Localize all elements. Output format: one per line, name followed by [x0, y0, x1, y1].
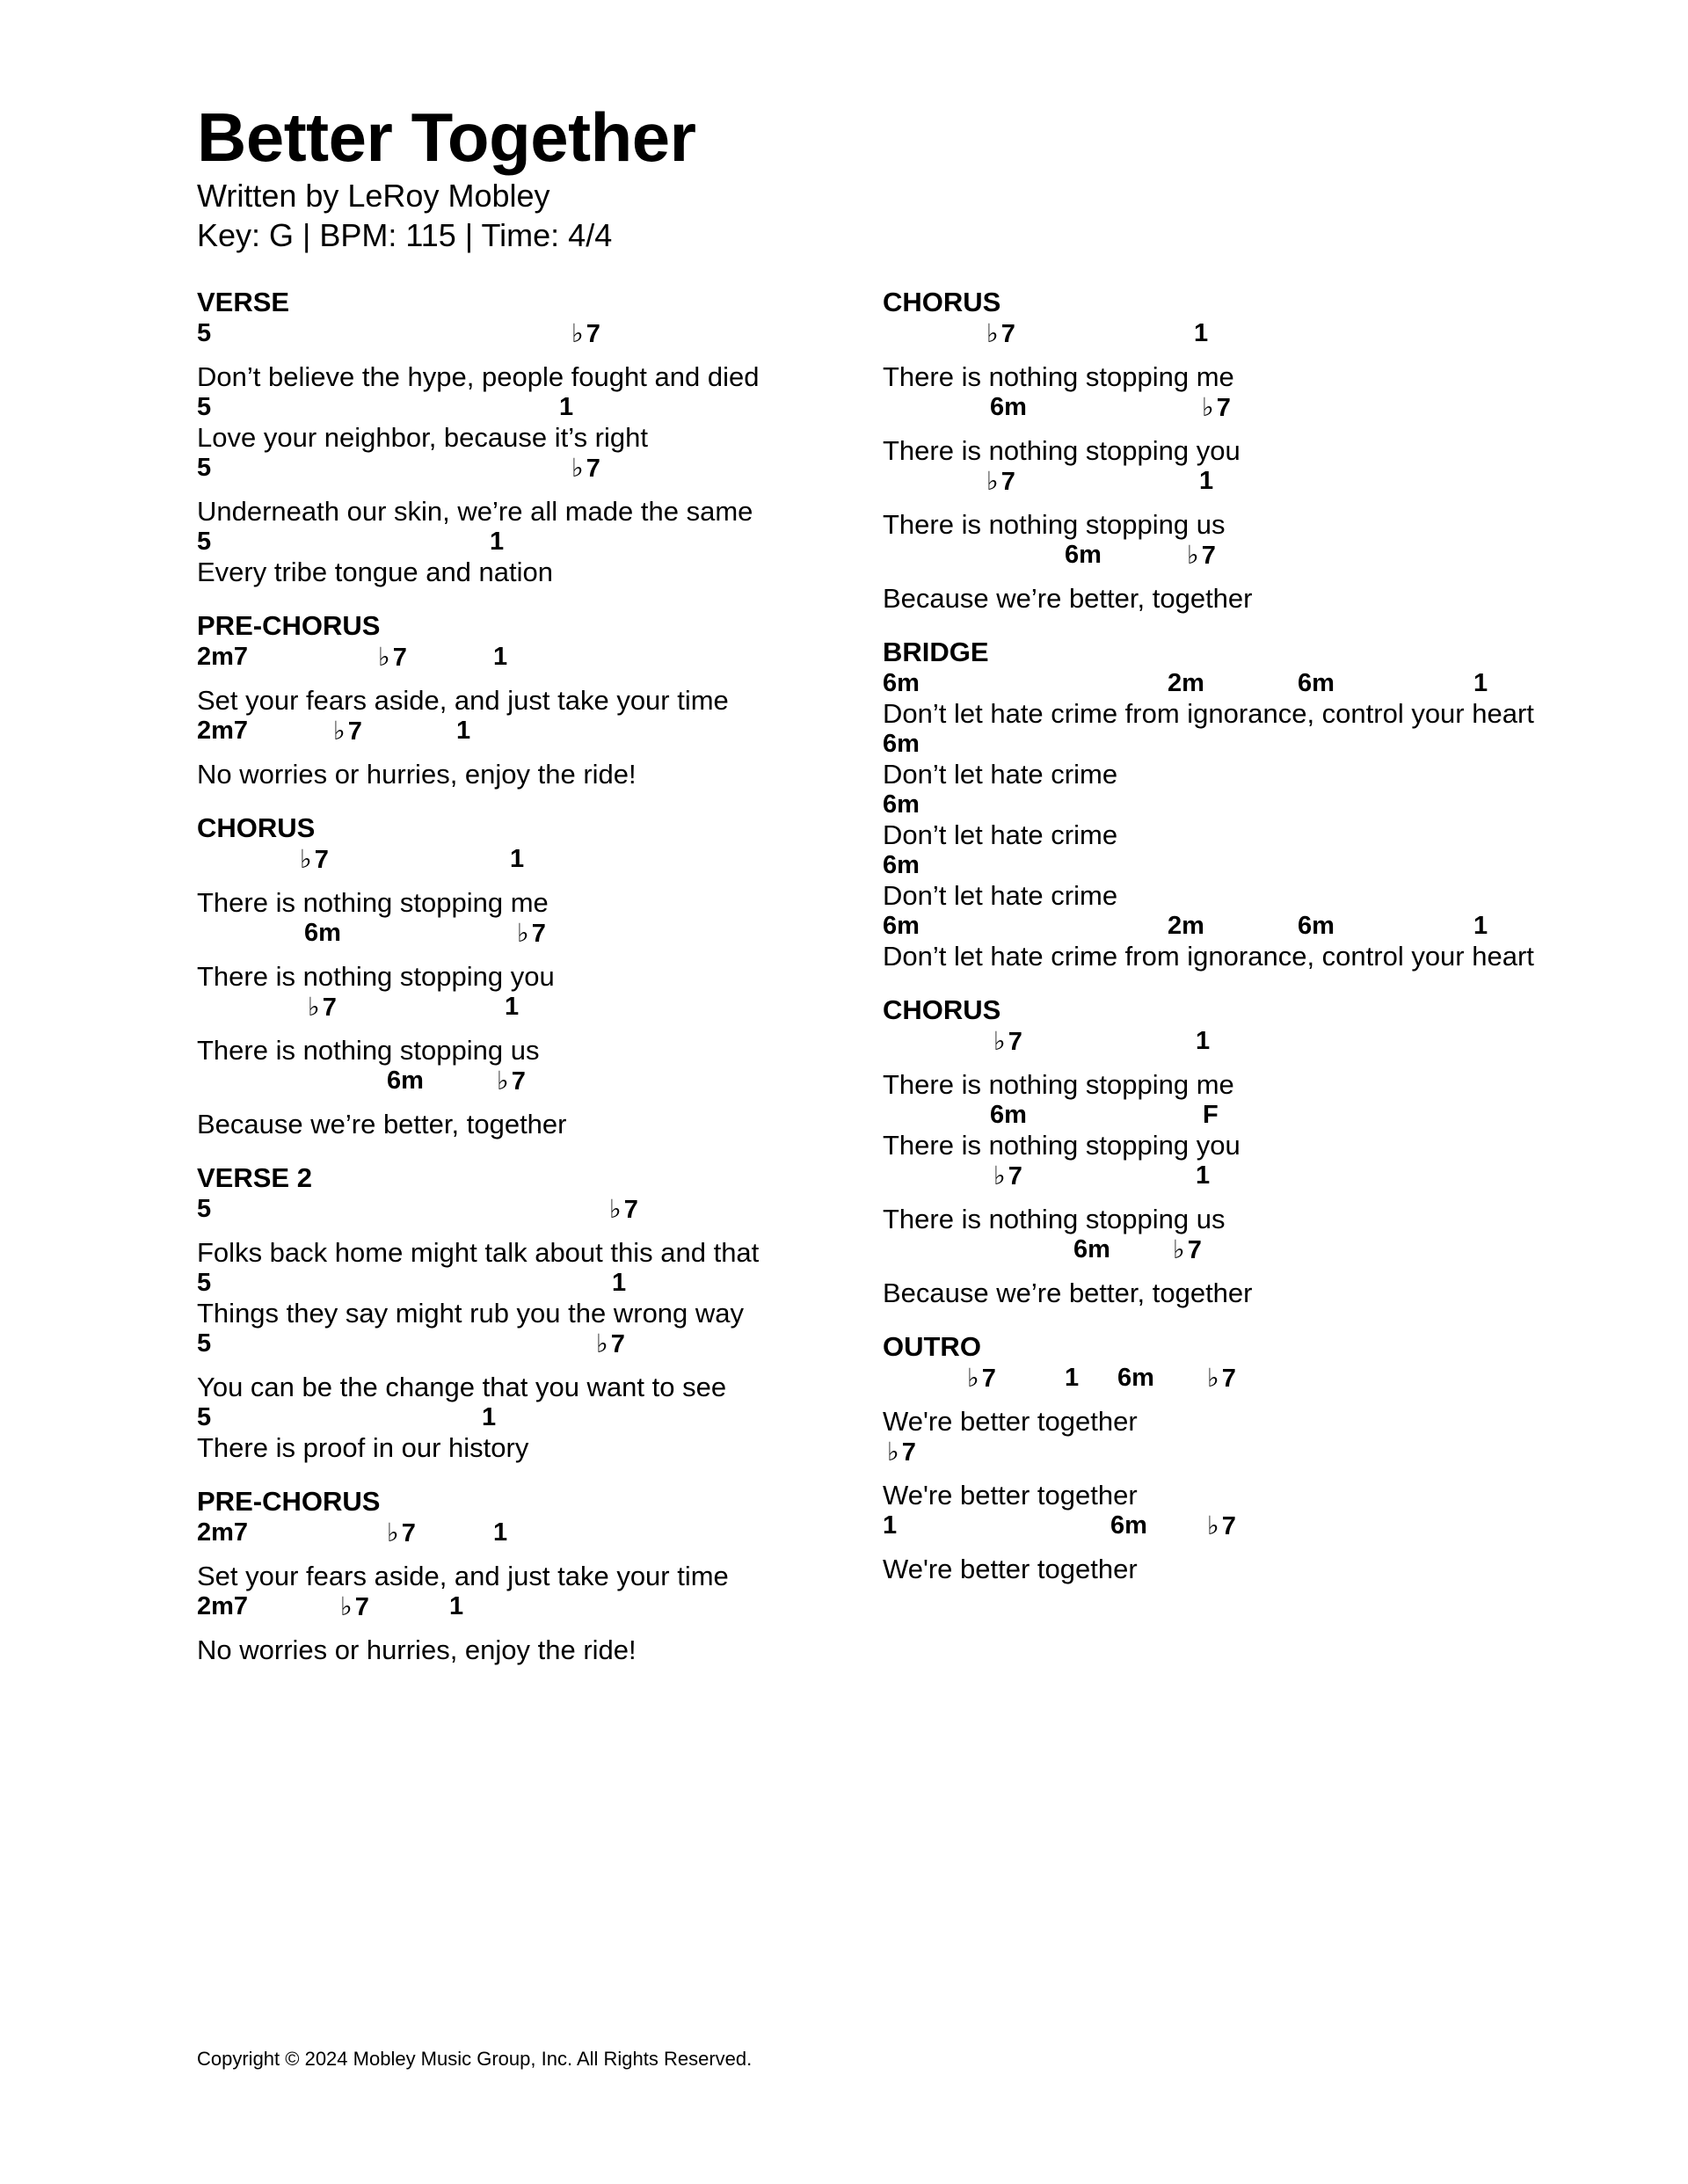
chord: 2m7 — [197, 717, 249, 745]
chord-row — [883, 1511, 1674, 1554]
chord-row — [197, 1518, 865, 1561]
chord: ♭ 7 — [986, 318, 1015, 348]
lyric-line: We're better together — [883, 1480, 1138, 1511]
chord: 1 — [1065, 1364, 1080, 1392]
chord: ♭ 7 — [609, 1194, 638, 1224]
left-column — [197, 287, 865, 1688]
section-label: PRE-CHORUS — [197, 1486, 381, 1517]
chord: ♭ 7 — [308, 992, 337, 1022]
chord-row — [197, 992, 865, 1035]
lyric-line: There is nothing stopping you — [883, 435, 1241, 466]
song-writer: Written by LeRoy Mobley — [197, 178, 550, 214]
flat-icon: ♭ — [387, 1518, 399, 1547]
chord: 6m — [387, 1067, 424, 1095]
lyric-line: Don’t let hate crime — [883, 819, 1118, 850]
chord-row — [197, 1066, 865, 1109]
lyric-line: Set your fears aside, and just take your time — [197, 685, 729, 716]
chord-row — [883, 1234, 1674, 1278]
chord: 1 — [493, 1518, 508, 1547]
chord: 1 — [1199, 467, 1214, 495]
section-chorus — [883, 994, 1674, 1308]
section-chorus — [883, 287, 1674, 614]
chord-row — [883, 1100, 1674, 1130]
chord: ♭ 7 — [993, 1026, 1022, 1056]
chord: 6m — [304, 919, 341, 947]
chord: 5 — [197, 1329, 212, 1358]
lyric-line: Every tribe tongue and nation — [197, 557, 553, 587]
chord: 1 — [482, 1403, 497, 1431]
chord: 6m — [883, 912, 920, 940]
section-label: CHORUS — [883, 994, 1001, 1025]
chord: ♭ 7 — [517, 918, 546, 948]
chord: F — [1203, 1101, 1219, 1129]
chord-row — [197, 716, 865, 759]
section-label: VERSE — [197, 287, 290, 317]
section-pre-chorus — [197, 610, 865, 790]
chord: 5 — [197, 1269, 212, 1297]
lyric-line: There is proof in our history — [197, 1432, 529, 1463]
flat-icon: ♭ — [1207, 1363, 1219, 1393]
chord: 2m7 — [197, 643, 249, 671]
chord: ♭ 7 — [387, 1518, 416, 1547]
chord: 1 — [1196, 1161, 1211, 1190]
section-label: CHORUS — [883, 287, 1001, 317]
chord: 1 — [490, 528, 505, 556]
section-outro — [883, 1331, 1674, 1584]
lyric-line: Underneath our skin, we’re all made the same — [197, 496, 753, 527]
chord-row — [883, 466, 1674, 509]
chord: 6m — [1065, 541, 1102, 569]
chord: ♭ 7 — [596, 1329, 625, 1358]
section-label: VERSE 2 — [197, 1162, 312, 1193]
chord: 1 — [883, 1511, 898, 1540]
chord-row — [883, 668, 1674, 698]
song-header — [197, 98, 695, 255]
chord-row — [883, 392, 1674, 435]
chord: ♭ 7 — [986, 466, 1015, 496]
flat-icon: ♭ — [596, 1329, 608, 1358]
chord: 6m — [883, 669, 920, 697]
chord-row — [197, 1194, 865, 1237]
chord: ♭ 7 — [887, 1437, 916, 1467]
lyric-line: No worries or hurries, enjoy the ride! — [197, 759, 637, 790]
chord-row — [197, 844, 865, 887]
chord: 6m — [883, 851, 920, 879]
lyric-line: There is nothing stopping us — [197, 1035, 540, 1066]
section-verse — [197, 287, 865, 587]
section-label: PRE-CHORUS — [197, 610, 381, 641]
right-column — [883, 287, 1674, 1607]
section-label: OUTRO — [883, 1331, 981, 1362]
chord: ♭ 7 — [1202, 392, 1231, 422]
lyric-line: Don’t let hate crime — [883, 880, 1118, 911]
chord: 6m — [1117, 1364, 1154, 1392]
flat-icon: ♭ — [1207, 1511, 1219, 1540]
chord: 1 — [1194, 319, 1209, 347]
chord: ♭ 7 — [333, 716, 362, 746]
flat-icon: ♭ — [1187, 540, 1199, 570]
flat-icon: ♭ — [1173, 1234, 1185, 1264]
lyric-line: We're better together — [883, 1406, 1138, 1437]
flat-icon: ♭ — [609, 1194, 622, 1224]
lyric-line: No worries or hurries, enjoy the ride! — [197, 1634, 637, 1665]
chord: 2m — [1168, 669, 1204, 697]
chord: ♭ 7 — [300, 844, 329, 874]
flat-icon: ♭ — [967, 1363, 979, 1393]
chord-row — [883, 1437, 1674, 1480]
song-meta: Key: G | BPM: 115 | Time: 4/4 — [197, 217, 613, 253]
chord: 6m — [1298, 669, 1335, 697]
flat-icon: ♭ — [571, 318, 584, 348]
flat-icon: ♭ — [1202, 392, 1214, 422]
lyric-line: Don’t let hate crime — [883, 759, 1118, 790]
lyric-line: Things they say might rub you the wrong way — [197, 1298, 745, 1329]
chord: 1 — [612, 1269, 627, 1297]
chord: 1 — [559, 393, 574, 421]
lyric-line: There is nothing stopping me — [197, 887, 549, 918]
chord: 5 — [197, 528, 212, 556]
section-bridge — [883, 637, 1674, 972]
chord-row — [197, 1329, 865, 1372]
lyric-line: Because we’re better, together — [197, 1109, 567, 1139]
lyric-line: We're better together — [883, 1554, 1138, 1584]
chord: ♭ 7 — [1207, 1363, 1236, 1393]
chord: ♭ 7 — [340, 1591, 369, 1621]
chord: 5 — [197, 319, 212, 347]
lyric-line: Set your fears aside, and just take your time — [197, 1561, 729, 1591]
chord: 6m — [1298, 912, 1335, 940]
chord: ♭ 7 — [1207, 1511, 1236, 1540]
lyric-line: Because we’re better, together — [883, 583, 1253, 614]
lyric-line: There is nothing stopping me — [883, 361, 1234, 392]
chord-row — [883, 790, 1674, 819]
chord-row — [883, 1161, 1674, 1204]
chord-row — [197, 918, 865, 961]
flat-icon: ♭ — [571, 453, 584, 483]
chord-row — [883, 911, 1674, 941]
chord-row — [883, 318, 1674, 361]
flat-icon: ♭ — [517, 918, 529, 948]
chord: 1 — [1473, 912, 1488, 940]
song-title: Better Together — [197, 98, 696, 176]
chord: 1 — [505, 993, 520, 1021]
lyric-line: Folks back home might talk about this and that — [197, 1237, 760, 1268]
chord-row — [883, 850, 1674, 880]
chord: 1 — [456, 717, 471, 745]
chord-row — [883, 729, 1674, 759]
chord: 6m — [1110, 1511, 1147, 1540]
flat-icon: ♭ — [333, 716, 346, 746]
chord: 1 — [449, 1592, 464, 1620]
chord-row — [197, 1402, 865, 1432]
lyric-line: There is nothing stopping us — [883, 509, 1226, 540]
chord: 1 — [510, 845, 525, 873]
chord: 5 — [197, 454, 212, 482]
chord: ♭ 7 — [571, 318, 600, 348]
section-label: CHORUS — [197, 812, 316, 843]
chord: ♭ 7 — [1187, 540, 1216, 570]
lyric-line: There is nothing stopping us — [883, 1204, 1226, 1234]
lyric-line: Don’t let hate crime from ignorance, control your heart — [883, 941, 1534, 972]
lyric-line: There is nothing stopping you — [883, 1130, 1241, 1161]
flat-icon: ♭ — [993, 1026, 1006, 1056]
flat-icon: ♭ — [497, 1066, 509, 1096]
lyric-line: Love your neighbor, because it’s right — [197, 422, 648, 453]
flat-icon: ♭ — [986, 318, 999, 348]
chord: 6m — [883, 790, 920, 819]
chord: ♭ 7 — [378, 642, 407, 672]
chord: 2m — [1168, 912, 1204, 940]
flat-icon: ♭ — [986, 466, 999, 496]
lyric-line: You can be the change that you want to see — [197, 1372, 727, 1402]
chord: 1 — [493, 643, 508, 671]
chord: 1 — [1473, 669, 1488, 697]
flat-icon: ♭ — [378, 642, 390, 672]
chord: ♭ 7 — [571, 453, 600, 483]
flat-icon: ♭ — [887, 1437, 899, 1467]
chord-row — [197, 527, 865, 557]
section-label: BRIDGE — [883, 637, 989, 667]
chord: ♭ 7 — [1173, 1234, 1202, 1264]
lyric-line: There is nothing stopping you — [197, 961, 555, 992]
chord: 2m7 — [197, 1592, 249, 1620]
chord: 5 — [197, 1403, 212, 1431]
chord-row — [197, 642, 865, 685]
lyric-line: There is nothing stopping me — [883, 1069, 1234, 1100]
section-pre-chorus — [197, 1486, 865, 1665]
section-chorus — [197, 812, 865, 1139]
lyric-line: Because we’re better, together — [883, 1278, 1253, 1308]
section-verse-2 — [197, 1162, 865, 1463]
chord: ♭ 7 — [967, 1363, 996, 1393]
chord-row — [197, 1591, 865, 1634]
lyric-line: Don’t believe the hype, people fought and died — [197, 361, 760, 392]
chord: 5 — [197, 1195, 212, 1223]
chord: ♭ 7 — [497, 1066, 526, 1096]
lyric-line: Don’t let hate crime from ignorance, control your heart — [883, 698, 1534, 729]
chord: 2m7 — [197, 1518, 249, 1547]
chord-row — [197, 392, 865, 422]
chord: 5 — [197, 393, 212, 421]
chord-row — [883, 540, 1674, 583]
chord: 6m — [990, 1101, 1027, 1129]
chord-row — [883, 1363, 1674, 1406]
chord: 6m — [1073, 1235, 1110, 1263]
chord-row — [197, 453, 865, 496]
flat-icon: ♭ — [300, 844, 312, 874]
flat-icon: ♭ — [993, 1161, 1006, 1190]
chord: 1 — [1196, 1027, 1211, 1055]
chord-row — [197, 1268, 865, 1298]
chord-row — [883, 1026, 1674, 1069]
chord-row — [197, 318, 865, 361]
chord: 6m — [990, 393, 1027, 421]
flat-icon: ♭ — [340, 1591, 353, 1621]
flat-icon: ♭ — [308, 992, 320, 1022]
copyright-notice: Copyright © 2024 Mobley Music Group, Inc. All Rights Reserved. — [197, 2048, 753, 2070]
chord: ♭ 7 — [993, 1161, 1022, 1190]
chord: 6m — [883, 730, 920, 758]
